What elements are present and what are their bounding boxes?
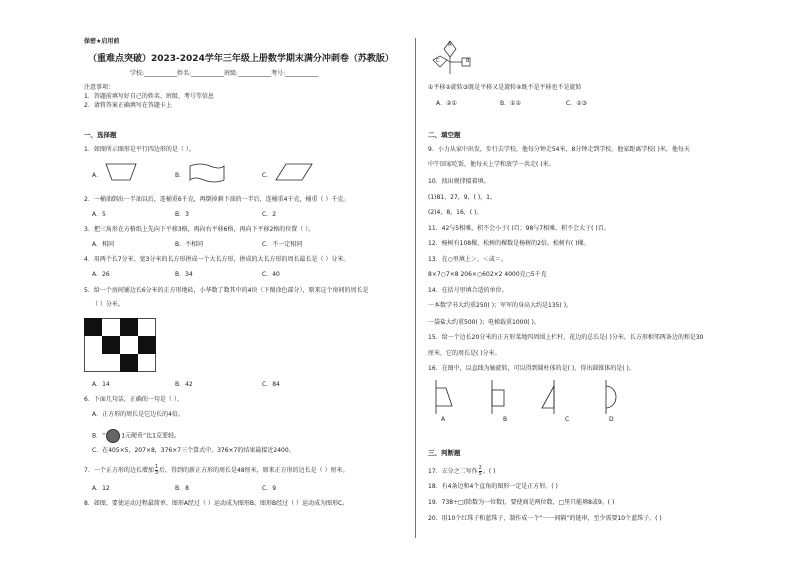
q3-option-c: C．不一定相同 <box>262 241 303 248</box>
q8-choice-list: ①平移②旋转③既是平移又是旋转④既不是平移也不是旋转 <box>428 84 582 91</box>
page-title: （重难点突破）2023-2024学年三年级上册数学期末满分冲刺卷（苏教版） <box>88 54 394 64</box>
q5-tile-figure <box>84 318 156 372</box>
q1-parallelogram-shape <box>276 162 316 182</box>
q5-option-c: C．84 <box>262 381 280 388</box>
question-15-line-2: 厘米，它的周长是( )分米。 <box>428 350 501 357</box>
q1-option-b: B． <box>175 172 186 179</box>
q7-fraction-numerator: 1 <box>154 464 159 470</box>
q17-fraction-denominator: 5 <box>478 471 482 477</box>
question-10-line-2: (2)4，8，16，( )。 <box>428 209 483 216</box>
question-14-line-2: 一袋盐大约重500( )；电梯载重1000( )。 <box>428 319 540 326</box>
q16-label-c: C <box>565 416 570 423</box>
q8-figure-label-b: B <box>466 58 470 64</box>
q5-option-a: A．14 <box>92 381 110 388</box>
coin-icon <box>106 429 120 443</box>
q8-flag-figure <box>432 40 476 74</box>
q8-option-c: C．②③ <box>566 100 587 107</box>
q6-option-b <box>92 429 180 443</box>
notes-heading: 注意事项： <box>84 84 115 91</box>
question-12: 12．杨树有108棵，松树的棵数是杨树的2倍。松树有( )棵。 <box>428 240 590 247</box>
q2-option-b: B．3 <box>175 211 189 218</box>
question-8-stem: 8．如图，要使运动过程最简单，图形A经过（ ）运动成为图形B，图形B经过（ ）运动成为图形C。 <box>84 500 349 507</box>
question-1-stem: 1．如图所示图形是平行四边形的是（ ）。 <box>84 146 195 153</box>
question-9-line-2: 中午回家吃饭，他每天上学和放学一共走( )米。 <box>428 161 555 168</box>
q8-option-a: A．②① <box>436 100 457 107</box>
q16-label-a: A <box>441 416 446 423</box>
q7-option-a: A．12 <box>92 485 110 492</box>
question-10-line-1: (1)81，27，9，( )，1。 <box>428 194 496 201</box>
question-13-stem: 13．在○里填上＞、＜或＝。 <box>428 256 507 263</box>
q17-stem-suffix: 。( ) <box>482 468 496 475</box>
q8-figure-label-c: C <box>436 58 440 64</box>
question-5-stem: 5．给一个房间铺边长6分米的正方形地砖，小华数了数其中的4块（下图涂色部分），原来这个房间的周长是 <box>84 287 369 294</box>
q3-option-a: A．相同 <box>92 241 115 248</box>
question-7-stem <box>84 465 349 476</box>
q6-option-b-prefix: B．“ <box>92 432 106 440</box>
question-14-stem: 14．在括号里填合适的单位。 <box>428 287 508 294</box>
question-4-stem: 4．用两个长7分米、宽3分米的长方形拼成一个大长方形，拼成的大长方形的周长最长是（ ）分米。 <box>84 256 350 263</box>
question-9-line-1: 9．小力从家中出发，步行去学校，他每分钟走54米，8分钟走到学校。他家距离学校( )米，他每天 <box>428 146 690 153</box>
question-5-stem-cont: （ ）分米。 <box>92 301 124 308</box>
question-20: 20．用10个红珠子和蓝珠子，制作成一个“一一间隔”的链串，至少需要10个蓝珠子。( ) <box>428 515 662 522</box>
question-18: 18．有4条边和4个直角的图形一定是正方形。( ) <box>428 483 558 490</box>
section-heading-fill: 二、填空题 <box>428 131 461 139</box>
question-6-stem: 6．下面几句话，正确的一句是（ ）。 <box>84 396 183 403</box>
q7-fraction-denominator: 3 <box>154 470 159 476</box>
q7-stem-prefix: 7．一个正方形的边长增加 <box>84 467 154 474</box>
q16-label-b: B <box>503 416 508 423</box>
column-divider <box>415 38 416 538</box>
q16-label-d: D <box>609 416 614 423</box>
q3-option-b: B．不相同 <box>175 241 204 248</box>
question-11: 11．42与5相乘，积不会小于( )百；98与7相乘，积不会大于( )百。 <box>428 225 610 232</box>
question-3-stem: 3．把三角形在方格纸上先向下平移3格，再向右平移6格，再向下平移2格的位置（ ）。 <box>84 226 315 233</box>
q2-option-c: C．2 <box>262 211 277 218</box>
question-16-stem: 16．在图中，以直线为轴旋转，可以得到圆柱体的是( )，得出圆锥体的是( )。 <box>428 365 635 372</box>
note-item: 2．请将答案正确填写在答题卡上 <box>84 102 172 109</box>
q6-option-b-text: 1元硬币”比1克要轻。 <box>121 432 180 440</box>
question-13-line: 8×7○7×8 206×○602×2 4000克○5千克 <box>428 271 547 278</box>
q1-option-c: C． <box>262 172 273 179</box>
q4-option-a: A．26 <box>92 271 110 278</box>
q1-option-a: A． <box>92 172 103 179</box>
q16-rotation-figures <box>430 380 630 416</box>
question-19: 19．738÷□(除数为一位数)，要使商是两位数，□里只能填8或9。( ) <box>428 499 615 506</box>
q7-option-c: C．9 <box>262 485 277 492</box>
question-17 <box>428 466 495 477</box>
q4-option-b: B．34 <box>175 271 193 278</box>
question-10-stem: 10．找出规律接着填。 <box>428 178 490 185</box>
q17-stem-prefix: 17．五分之二写作 <box>428 468 478 475</box>
section-heading-choice: 一、选择题 <box>84 131 117 139</box>
q6-option-a: A．正方形的周长是它边长的4倍。 <box>92 411 184 418</box>
q4-option-c: C．40 <box>262 271 280 278</box>
section-heading-judge: 三、判断题 <box>428 449 461 457</box>
question-14-line-1: 一本数学书大约重250( )；军军的身高大约是135( )。 <box>428 302 573 309</box>
q6-option-c: C．在405×5，207×8，376×7三个算式中，376×7的结果最接近2400。 <box>92 447 295 454</box>
q1-trapezoid-shape <box>106 162 142 182</box>
note-item: 1．答题前填写好自己的姓名、班级、考号等信息 <box>84 93 214 100</box>
q8-option-b: B．①② <box>500 100 521 107</box>
confidential-label: 保密★启用前 <box>84 38 120 45</box>
student-info-line: 学校:___________姓名:___________班级:___________考号:___________ <box>130 70 319 77</box>
q8-figure-label-a: A <box>448 42 452 48</box>
q7-option-b: B．8 <box>175 485 189 492</box>
q2-option-a: A．5 <box>92 211 106 218</box>
q5-option-b: B．42 <box>175 381 193 388</box>
q17-fraction-numerator: 2 <box>478 465 482 471</box>
q7-fraction <box>155 465 158 476</box>
q7-stem-suffix: 后，得到的新正方形的周长是48厘米，原来正方形的边长是（ ）厘米。 <box>159 467 349 474</box>
question-2-stem: 2．一桶油倒出一半油以后，连桶重6千克，再倒掉剩下油的一半后，连桶重4千克，桶重（ ）千克。 <box>84 196 350 203</box>
q1-curved-shape <box>188 162 228 184</box>
q17-fraction <box>479 466 482 477</box>
question-15-line-1: 15．给一个边长20分米的正方形菜地四周围上栏杆，花边的总长是( )分米。长方形相邻两条边的和是30 <box>428 334 704 341</box>
